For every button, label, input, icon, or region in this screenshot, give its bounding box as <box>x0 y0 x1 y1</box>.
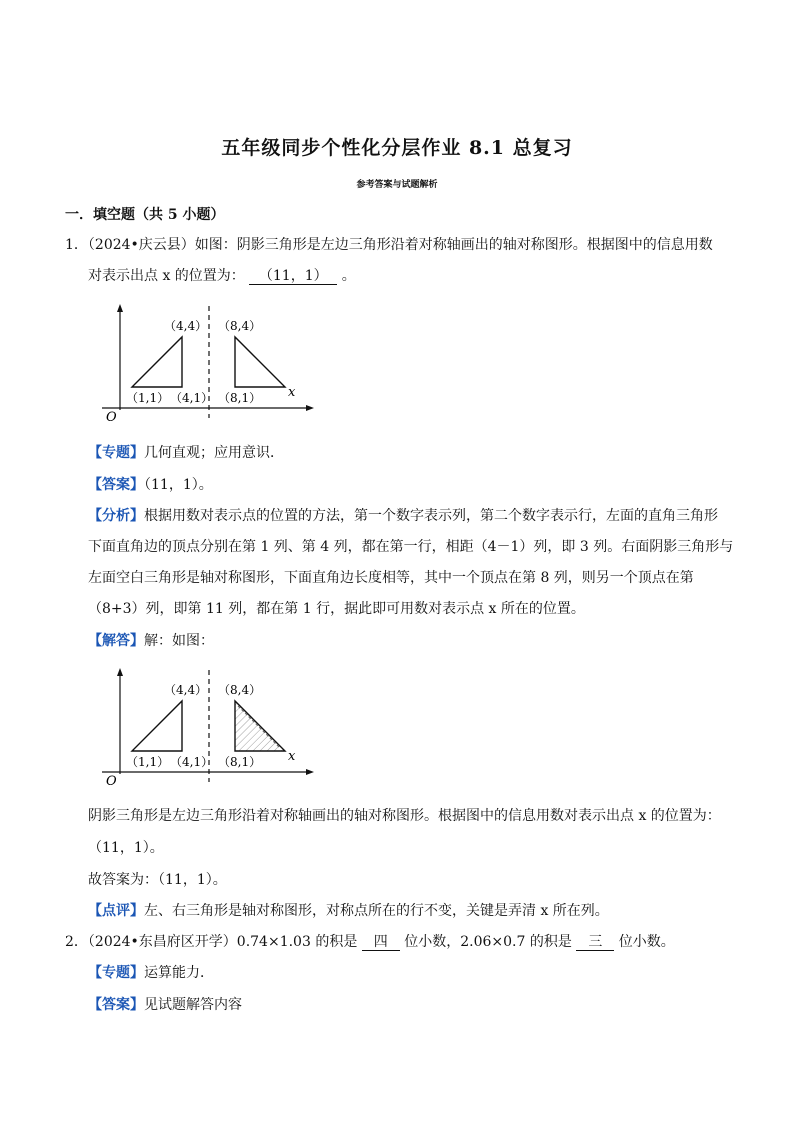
label-4-1: （4,1） <box>170 755 214 769</box>
left-triangle <box>132 337 182 387</box>
q1-comment-tag: 【点评】 <box>88 903 144 919</box>
label-4-4: （4,4） <box>164 683 208 697</box>
label-origin: O <box>106 774 117 789</box>
right-triangle <box>235 337 285 387</box>
q1-analysis-text1: 根据用数对表示点的位置的方法，第一个数字表示列，第二个数字表示行，左面的直角三角形 <box>144 508 718 524</box>
q1-figure <box>92 300 322 430</box>
q1-answer-blank: （11，1） <box>249 268 337 285</box>
x-axis-arrow <box>306 769 314 775</box>
q1-solution-line1: 阴影三角形是左边三角形沿着对称轴画出的轴对称图形。根据图中的信息用数对表示出点 x 的位置为： <box>88 808 721 824</box>
q2-answer-tag: 【答案】 <box>88 997 144 1013</box>
q1-solution-text: 解：如图： <box>144 633 214 649</box>
label-4-4: （4,4） <box>164 319 208 333</box>
q2-answer-text: 见试题解答内容 <box>144 997 242 1013</box>
label-1-1: （1,1） <box>126 755 170 769</box>
q1-solution-line2: （11，1）。 <box>88 840 164 856</box>
q1-stem-suffix: 。 <box>341 268 356 284</box>
q1-analysis-tag: 【分析】 <box>88 508 144 524</box>
y-axis-arrow <box>117 304 123 312</box>
x-axis-arrow <box>306 405 314 411</box>
label-1-1: （1,1） <box>126 391 170 405</box>
q1-comment <box>88 901 609 921</box>
q1-solution-tag: 【解答】 <box>88 633 144 649</box>
q1-stem-prefix: 对表示出点 x 的位置为： <box>88 268 245 284</box>
label-x: x <box>288 385 296 400</box>
q1-analysis-line4: （8+3）列，即第 11 列，都在第 1 行，据此即可用数对表示点 x 所在的位置。 <box>88 601 585 617</box>
q1-analysis-line1 <box>88 506 718 526</box>
q2-stem-middle: 位小数，2.06×0.7 的积是 <box>404 934 572 950</box>
q2-stem <box>65 932 675 952</box>
label-8-1: （8,1） <box>218 391 262 405</box>
label-8-1: （8,1） <box>218 755 262 769</box>
q1-solution-line3: 故答案为：（11，1）。 <box>88 872 227 888</box>
label-x: x <box>288 749 296 764</box>
q2-topic <box>88 963 214 983</box>
q1-answer <box>88 475 213 495</box>
q1-analysis-line2: 下面直角边的顶点分别在第 1 列、第 4 列，都在第一行，相距（4－1）列，即 3 列。右面阴影三角形与 <box>88 539 734 555</box>
label-4-1: （4,1） <box>170 391 214 405</box>
q2-topic-text: 运算能力． <box>144 965 214 981</box>
q1-topic-tag: 【专题】 <box>88 445 144 461</box>
q1-answer-text: （11，1）。 <box>144 477 213 493</box>
shaded-triangle <box>235 701 285 751</box>
q1-answer-tag: 【答案】 <box>88 477 144 493</box>
q1-stem-line2 <box>88 266 356 286</box>
q2-topic-tag: 【专题】 <box>88 965 144 981</box>
page-subtitle: 参考答案与试题解析 <box>356 180 438 190</box>
label-8-4: （8,4） <box>218 683 262 697</box>
y-axis-arrow <box>117 668 123 676</box>
q1-comment-text: 左、右三角形是轴对称图形，对称点所在的行不变，关键是弄清 x 所在列。 <box>144 903 609 919</box>
q2-answer <box>88 995 242 1015</box>
q2-blank-1: 四 <box>362 934 400 951</box>
label-origin: O <box>106 410 117 425</box>
q1-stem-line1: 1．（2024•庆云县）如图：阴影三角形是左边三角形沿着对称轴画出的轴对称图形。根据图中的信息用数 <box>65 237 713 253</box>
q1-solution-figure <box>92 664 322 794</box>
q1-solution <box>88 631 214 651</box>
q1-topic <box>88 443 284 463</box>
left-triangle <box>132 701 182 751</box>
page-title: 五年级同步个性化分层作业 8.1 总复习 <box>221 137 573 159</box>
q2-stem-suffix: 位小数。 <box>618 934 675 950</box>
label-8-4: （8,4） <box>218 319 262 333</box>
section-heading: 一．填空题（共 5 小题） <box>65 207 225 223</box>
q2-blank-2: 三 <box>576 934 614 951</box>
q1-topic-text: 几何直观；应用意识． <box>144 445 284 461</box>
q2-stem-prefix: 2．（2024•东昌府区开学）0.74×1.03 的积是 <box>65 934 358 950</box>
q1-analysis-line3: 左面空白三角形是轴对称图形，下面直角边长度相等，其中一个顶点在第 8 列，则另一个顶点在第 <box>88 570 694 586</box>
